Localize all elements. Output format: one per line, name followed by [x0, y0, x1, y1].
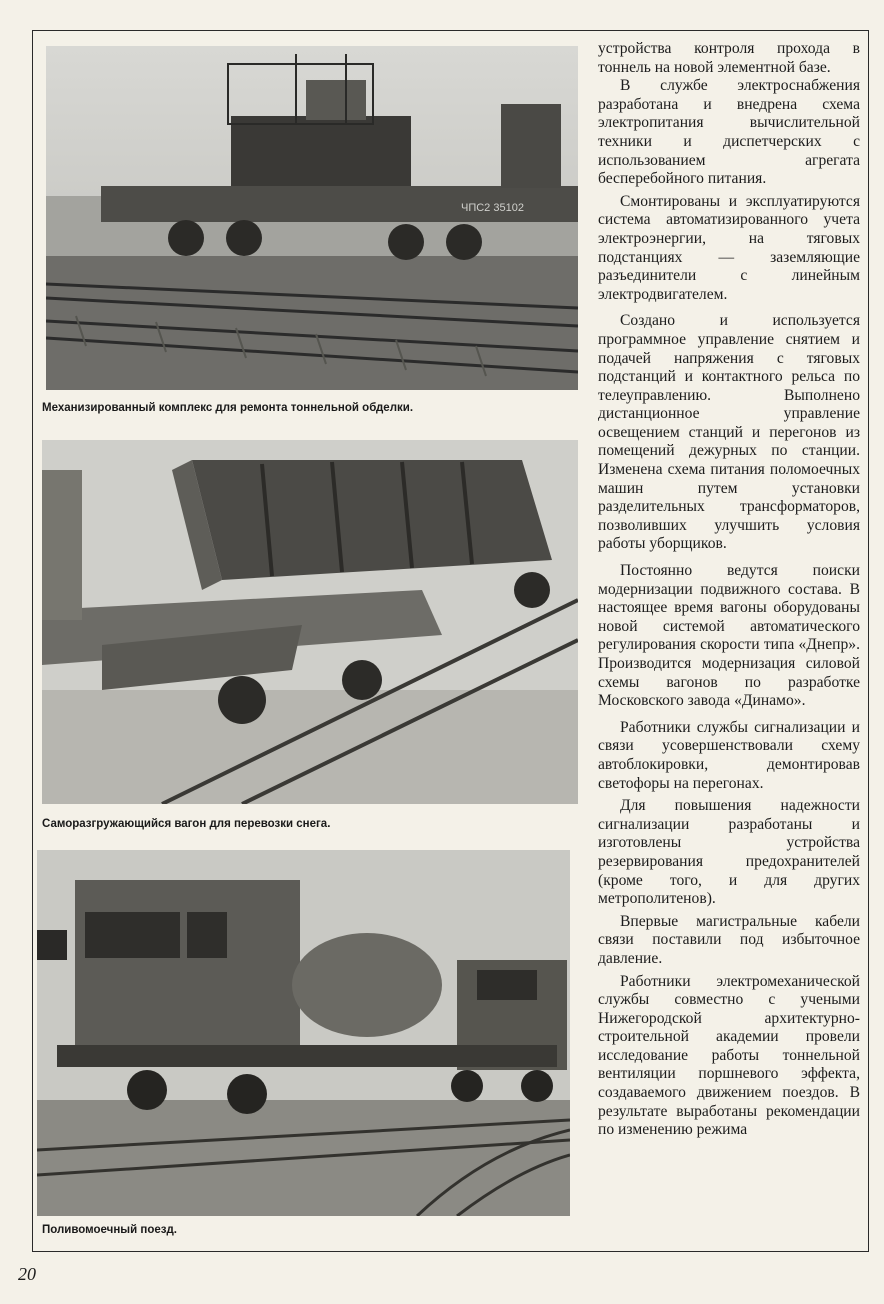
- paragraph: Работники службы сигнализации и связи усовершенствовали схему автоблокировки, демонтировав светофоры на перегонах.: [598, 718, 860, 792]
- paragraph: Работники электромеханической службы совместно с учеными Нижегородской архитектурно-строительной академии провели исследование работы тоннельной вентиляции поршневого эффекта, создаваемого движением поездов. В результате выработаны рекомендации по изменению режима: [598, 972, 860, 1139]
- paragraph: В службе электроснабжения разработана и внедрена схема электропитания вычислительной техники и диспетчерских с использованием агрегата бесперебойного питания.: [598, 77, 860, 188]
- paragraph: Создано и используется программное управление снятием и подачей напряжения с тяговых подстанций и контактного рельса по телеуправлению. Выполнено дистанционное управление освещением станций и перегонов из помещений дежурных по станции. Изменена схема питания поломоечных машин путем установки разделительных трансформаторов, позволивших улучшить условия работы уборщиков.: [598, 312, 860, 553]
- photo-snow-wagon: [42, 440, 578, 804]
- caption-photo-1: Механизированный комплекс для ремонта тоннельной обделки.: [42, 402, 414, 414]
- paragraph: Для повышения надежности сигнализации разработаны и изготовлены устройства резервирования предохранителей (кроме того, и для других метрополитенов).: [598, 797, 860, 908]
- wagon-marking: ЧПС2 35102: [461, 202, 524, 214]
- paragraph: Впервые магистральные кабели связи поставили под избыточное давление.: [598, 912, 860, 967]
- photo-tunnel-repair-complex: [46, 46, 578, 390]
- paragraph: Постоянно ведутся поиски модернизации подвижного состава. В настоящее время вагоны оборудованы новой системой автоматического регулирования скорости типа «Днепр». Производится модернизация силовой схемы вагонов по разработке Московского завода «Динамо».: [598, 562, 860, 710]
- caption-photo-2: Саморазгружающийся вагон для перевозки снега.: [42, 818, 331, 830]
- paragraph: Смонтированы и эксплуатируются система автоматизированного учета электроэнергии, на тяговых подстанциях — заземляющие разъединители с линейным электродвигателем.: [598, 192, 860, 303]
- photo-washing-train: [37, 850, 570, 1216]
- caption-photo-3: Поливомоечный поезд.: [42, 1224, 177, 1236]
- paragraph: устройства контроля прохода в тоннель на новой элементной базе.: [598, 40, 860, 76]
- page-number: 20: [18, 1264, 36, 1284]
- article-text-column: [598, 40, 860, 1140]
